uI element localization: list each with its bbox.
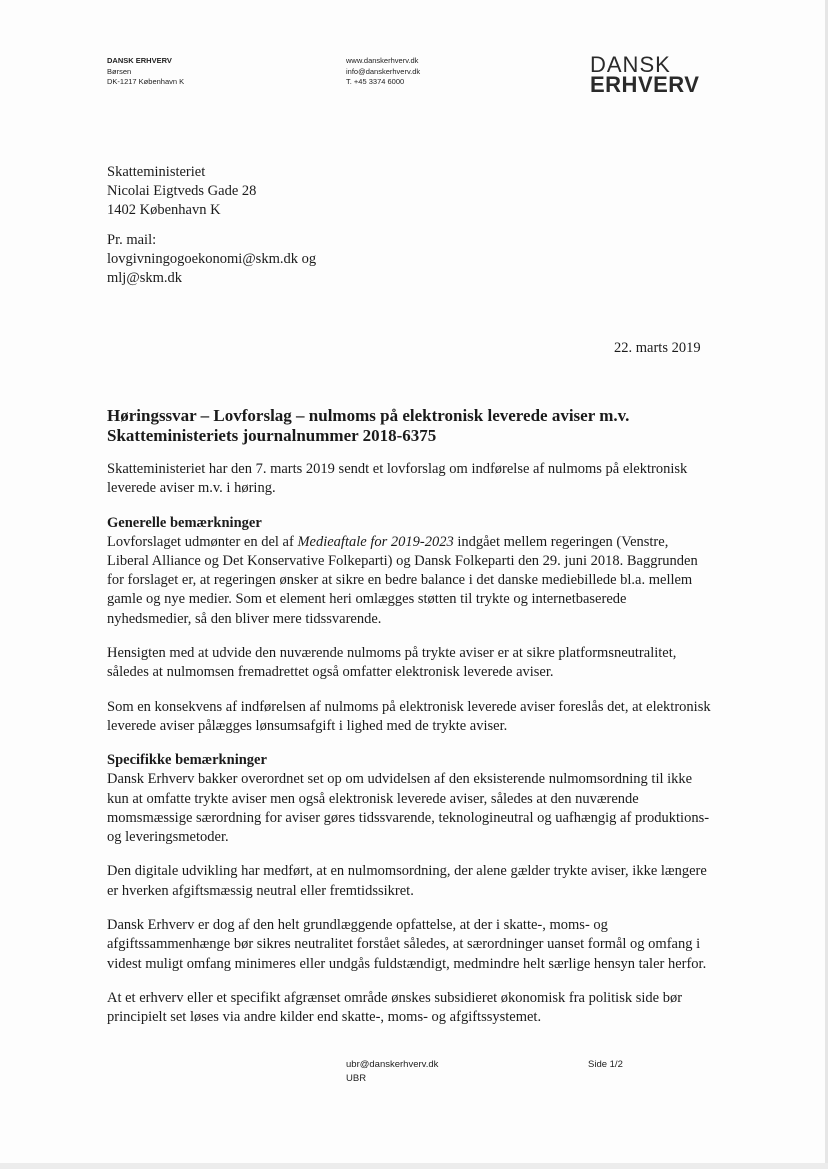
general-heading: Generelle bemærkninger	[107, 514, 262, 531]
footer-contact	[346, 1058, 438, 1086]
footer-initials: UBR	[346, 1073, 367, 1084]
scan-bottom-edge	[0, 1163, 828, 1169]
medieaftale-title: Medieaftale for 2019-2023	[297, 533, 454, 550]
general-p1-pre: Lovforslaget udmønter en del af	[107, 533, 298, 550]
logo-word-top: DANSK	[590, 52, 671, 77]
sender-address	[107, 56, 184, 88]
dansk-erhverv-logo	[590, 54, 699, 96]
mail-address-2: mlj@skm.dk	[107, 270, 182, 286]
sender-contact	[346, 56, 420, 88]
general-paragraph-1	[107, 533, 713, 629]
general-p1-post: indgået mellem regeringen (Venstre, Liberal Alliance og Det Konservative Folkeparti) og Dansk Folkeparti den 29. juni 2018. Baggrunden for forslaget er, at regeringen ønsker at sikre en bedre balance i det danske mediebillede bl.a. mellem gamle og nye medier. Som et element heri omlægges støtten til trykte og internetbaserede nyhedsmedier, så den bliver mere tidssvarende.	[107, 533, 698, 627]
sender-email: info@danskerhverv.dk	[346, 66, 421, 76]
general-paragraph-3: Som en konsekvens af indførelsen af nulmoms på elektronisk leverede aviser foreslås det, at elektronisk leverede aviser pålægges lønsumsafgift i lighed med de trykte aviser.	[107, 698, 711, 734]
recipient-street: Nicolai Eigtveds Gade 28	[107, 183, 257, 199]
mail-label: Pr. mail:	[107, 232, 157, 248]
sender-phone: T. +45 3374 6000	[346, 77, 405, 86]
footer-email: ubr@danskerhverv.dk	[346, 1059, 439, 1070]
recipient-mail	[107, 231, 316, 288]
specific-paragraph-3: Dansk Erhverv er dog af den helt grundlæggende opfattelse, at der i skatte-, moms- og afgiftssammenhænge bør sikres neutralitet forstået således, at særordninger uanset formål og omfang i videst muligt omfang minimeres eller undgås fuldstændigt, medmindre helt særlige hensyn taler herfor.	[107, 917, 707, 972]
subject-line2: Skatteministeriets journalnummer 2018-6375	[107, 426, 437, 445]
logo-word-bottom: ERHVERV	[590, 72, 700, 97]
letter-body	[107, 460, 713, 1043]
general-paragraph-2: Hensigten med at udvide den nuværende nulmoms på trykte aviser er at sikre platformsneutralitet, således at nulmomsen fremadrettet også omfatter elektronisk leverede aviser.	[107, 645, 677, 681]
recipient-address	[107, 163, 256, 220]
specific-paragraph-4: At et erhverv eller et specifikt afgrænset område ønskes subsidieret økonomisk fra politisk side bør principielt set løses via andre kilder end skatte-, moms- og afgiftssystemet.	[107, 989, 683, 1026]
sender-website: www.danskerhverv.dk	[346, 56, 419, 65]
subject-heading	[107, 406, 707, 446]
recipient-name: Skatteministeriet	[107, 164, 206, 180]
subject-line1: Høringssvar – Lovforslag – nulmoms på elektronisk leverede aviser m.v.	[107, 406, 630, 425]
specific-section	[107, 751, 713, 847]
specific-heading: Specifikke bemærkninger	[107, 752, 267, 769]
sender-org-name: DANSK ERHVERV	[107, 56, 172, 65]
specific-paragraph-2: Den digitale udvikling har medført, at en nulmomsordning, der alene gælder trykte aviser, ikke længere er hverken afgiftsmæssig neutral eller fremtidssikret.	[107, 863, 707, 899]
page-number: Side 1/2	[588, 1059, 623, 1070]
letter-date: 22. marts 2019	[614, 340, 701, 356]
sender-address-line2: DK-1217 København K	[107, 77, 185, 86]
general-section	[107, 514, 713, 629]
recipient-city: 1402 København K	[107, 202, 221, 218]
intro-paragraph: Skatteministeriet har den 7. marts 2019 sendt et lovforslag om indførelse af nulmoms på elektronisk leverede aviser m.v. i høring.	[107, 461, 688, 497]
mail-address-1: lovgivningogoekonomi@skm.dk og	[107, 251, 317, 267]
sender-address-line1: Børsen	[107, 66, 132, 76]
specific-paragraph-1: Dansk Erhverv bakker overordnet set op om udvidelsen af den eksisterende nulmomsordning til ikke kun at omfatte trykte aviser men også elektronisk leverede aviser, således at den nuværende momsmæssige særordning for aviser gøres tidssvarende, teknologineutral og uafhængig af produktions- og leveringsmetoder.	[107, 771, 710, 846]
